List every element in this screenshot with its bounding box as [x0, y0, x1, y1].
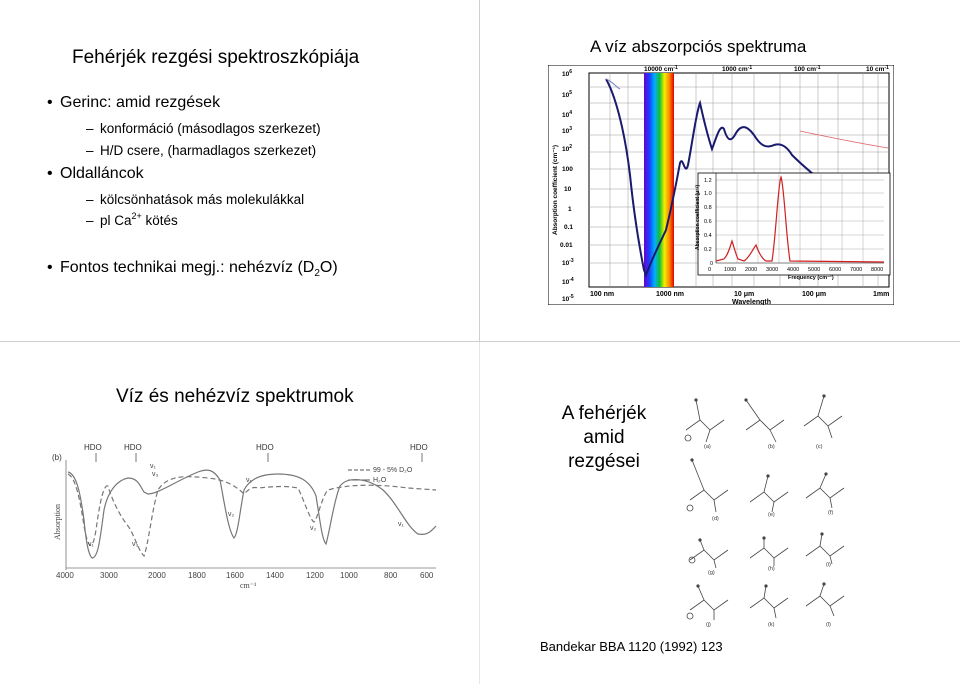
y-tick-1e5: $10^5$	[562, 90, 573, 99]
title-line-3: rezgései	[568, 451, 640, 472]
x-axis-ticks	[56, 571, 434, 580]
mode-diagram-f	[806, 474, 844, 508]
svg-text:800: 800	[384, 571, 398, 580]
svg-text:(l): (l)	[826, 622, 831, 628]
x-tick-100um: 100 μm	[802, 291, 827, 298]
y-tick-1e6: $10^6$	[562, 69, 573, 78]
ca-suffix: kötés	[141, 213, 178, 228]
title-line-1: A fehérjék	[561, 403, 647, 424]
peak-label-6: ν₂	[310, 525, 317, 532]
mode-diagram-k	[750, 586, 788, 618]
water-absorption-chart	[548, 65, 894, 305]
horizontal-divider	[0, 341, 960, 342]
svg-text:1200: 1200	[306, 571, 324, 580]
ca-prefix: pl Ca	[100, 213, 132, 228]
svg-text:4000: 4000	[56, 571, 74, 580]
hdo-label-4: HDO	[410, 443, 428, 452]
peak-label-4: ν₃	[152, 471, 159, 478]
bullet-side-chains: • Oldalláncok	[60, 165, 144, 183]
svg-text:(e): (e)	[768, 512, 775, 518]
svg-text:3000: 3000	[100, 571, 118, 580]
svg-text:(g): (g)	[708, 570, 715, 576]
svg-text:0.8: 0.8	[704, 205, 712, 211]
water-heavy-water-chart	[48, 430, 448, 610]
svg-text:(f): (f)	[828, 510, 834, 516]
y-axis-label: Absorption	[53, 504, 62, 540]
mode-diagram-b	[746, 400, 784, 442]
svg-text:1000: 1000	[340, 571, 358, 580]
y-tick-1: 1	[568, 206, 572, 213]
ca-superscript: 2+	[131, 211, 142, 221]
slide-4-title	[545, 402, 663, 474]
peak-label-7: ν₁	[246, 477, 252, 484]
peak-label-1: ν₁	[88, 541, 94, 548]
slide-3-title: Víz és nehézvíz spektrumok	[116, 386, 354, 407]
visible-spectrum-band	[644, 73, 674, 287]
legend-h2o: H₂O	[373, 477, 387, 484]
svg-text:4000: 4000	[787, 267, 800, 273]
y-axis-label: Absorption coefficient (cm⁻¹)	[552, 144, 559, 235]
mode-diagram-g	[689, 540, 728, 568]
peak-label-8: ν₁	[398, 521, 404, 528]
d2o-subscript: 2	[314, 268, 320, 279]
svg-text:0: 0	[708, 267, 712, 273]
mode-diagram-e	[750, 476, 788, 512]
hdo-label-3: HDO	[256, 443, 274, 452]
svg-text:(h): (h)	[768, 566, 775, 572]
svg-text:(i): (i)	[826, 562, 831, 568]
sub-bullet-interactions: – kölcsönhatások más molekulákkal	[100, 192, 304, 207]
title-line-2: amid	[583, 427, 625, 448]
svg-text:(k): (k)	[768, 622, 775, 628]
peak-labels	[88, 463, 405, 548]
vertical-divider-lower	[479, 342, 480, 684]
svg-text:3000: 3000	[766, 267, 779, 273]
y-tick-10: 10	[564, 186, 572, 193]
inset-x-ticks	[708, 267, 883, 273]
svg-text:(j): (j)	[706, 622, 711, 628]
d2o-spectrum-line	[68, 474, 436, 556]
bullet-backbone: • Gerinc: amid rezgések	[60, 94, 220, 112]
svg-text:10-3: $10^{-3}$	[562, 258, 574, 267]
citation: Bandekar BBA 1120 (1992) 123	[540, 639, 723, 654]
y-tick-0.1: 0.1	[564, 224, 574, 231]
svg-text:600: 600	[420, 571, 434, 580]
x-axis-unit: cm⁻¹	[240, 581, 257, 590]
x-tick-1000nm: 1000 nm	[656, 291, 685, 298]
x-tick-100nm: 100 nm	[590, 291, 615, 298]
mode-diagram-j	[687, 586, 728, 620]
svg-text:2000: 2000	[148, 571, 166, 580]
panel-label: (b)	[52, 453, 62, 462]
slide-1-title: Fehérjék rezgési spektroszkópiája	[72, 47, 360, 68]
inset-x-label: Frequency (cm⁻¹)	[788, 275, 834, 281]
svg-text:(a): (a)	[704, 444, 711, 450]
legend-d2o: 99 - 5% D₂O	[373, 467, 413, 474]
svg-text:0.4: 0.4	[704, 233, 712, 239]
svg-text:1400: 1400	[266, 571, 284, 580]
inset-y-label: Absorption coefficient (μ⁻¹)	[695, 184, 701, 250]
sub-bullet-hd-exchange: – H/D csere, (harmadlagos szerkezet)	[100, 143, 316, 158]
d2o-prefix: Fontos technikai megj.: nehézvíz (D	[60, 259, 315, 276]
d2o-suffix: O)	[319, 259, 338, 276]
mode-diagram-c	[804, 396, 842, 438]
hdo-arrows	[96, 453, 422, 462]
y-tick-1e4: $10^4$	[562, 110, 573, 119]
y-tick-0.01: 0.01	[560, 242, 573, 249]
svg-text:(c): (c)	[816, 444, 823, 450]
sub-bullet-ca-binding	[100, 213, 178, 228]
svg-text:7000: 7000	[850, 267, 863, 273]
top-axis-10: 10 $cm^{-1}$	[866, 65, 889, 73]
inset-chart	[695, 173, 890, 281]
legend	[348, 467, 413, 484]
svg-text:8000: 8000	[871, 267, 884, 273]
svg-text:(d): (d)	[712, 516, 719, 522]
peak-label-3: ν₁	[150, 463, 156, 470]
svg-text:5000: 5000	[808, 267, 821, 273]
svg-text:0.6: 0.6	[704, 219, 712, 225]
mode-diagram-i	[806, 534, 844, 564]
y-tick-100: 100	[562, 166, 573, 173]
svg-text:1600: 1600	[226, 571, 244, 580]
svg-text:0: 0	[710, 261, 714, 267]
vertical-divider	[479, 0, 480, 342]
y-tick-1e2: $10^2$	[562, 144, 573, 153]
svg-text:6000: 6000	[829, 267, 842, 273]
peak-label-5: ν₂	[228, 511, 235, 518]
svg-text:2000: 2000	[745, 267, 758, 273]
mode-diagram-l	[806, 584, 844, 616]
inset-frame	[698, 173, 890, 275]
svg-text:(b): (b)	[768, 444, 775, 450]
amide-modes-figure	[676, 390, 856, 630]
svg-text:0.2: 0.2	[704, 247, 712, 253]
bullet-heavy-water	[60, 259, 338, 277]
svg-text:1.2: 1.2	[704, 178, 712, 184]
mode-diagram-h	[750, 538, 788, 566]
top-axis-1000: 1000 $cm^{-1}$	[722, 65, 753, 73]
sub-bullet-conformation: – konformáció (másodlagos szerkezet)	[100, 121, 321, 136]
mode-diagram-d	[687, 460, 728, 512]
svg-text:1.0: 1.0	[704, 191, 712, 197]
top-axis-10000: 10000 $cm^{-1}$	[644, 65, 678, 73]
y-tick-1e3: $10^3$	[562, 126, 573, 135]
x-axis-label: Wavelength	[732, 299, 772, 305]
x-tick-10um: 10 μm	[734, 291, 755, 298]
mode-diagram-a	[685, 400, 724, 442]
slide-2-title: A víz abszorpciós spektruma	[590, 37, 807, 56]
hdo-label-1: HDO	[84, 443, 102, 452]
svg-text:10-4: $10^{-4}$	[562, 277, 574, 286]
hdo-label-2: HDO	[124, 443, 142, 452]
x-tick-1mm: 1mm	[873, 291, 890, 298]
svg-text:1800: 1800	[188, 571, 206, 580]
peak-label-2: ν₃	[132, 541, 139, 548]
svg-text:10-5: $10^{-5}$	[562, 294, 574, 303]
svg-text:1000: 1000	[724, 267, 737, 273]
top-axis-100: 100 $cm^{-1}$	[794, 65, 821, 73]
